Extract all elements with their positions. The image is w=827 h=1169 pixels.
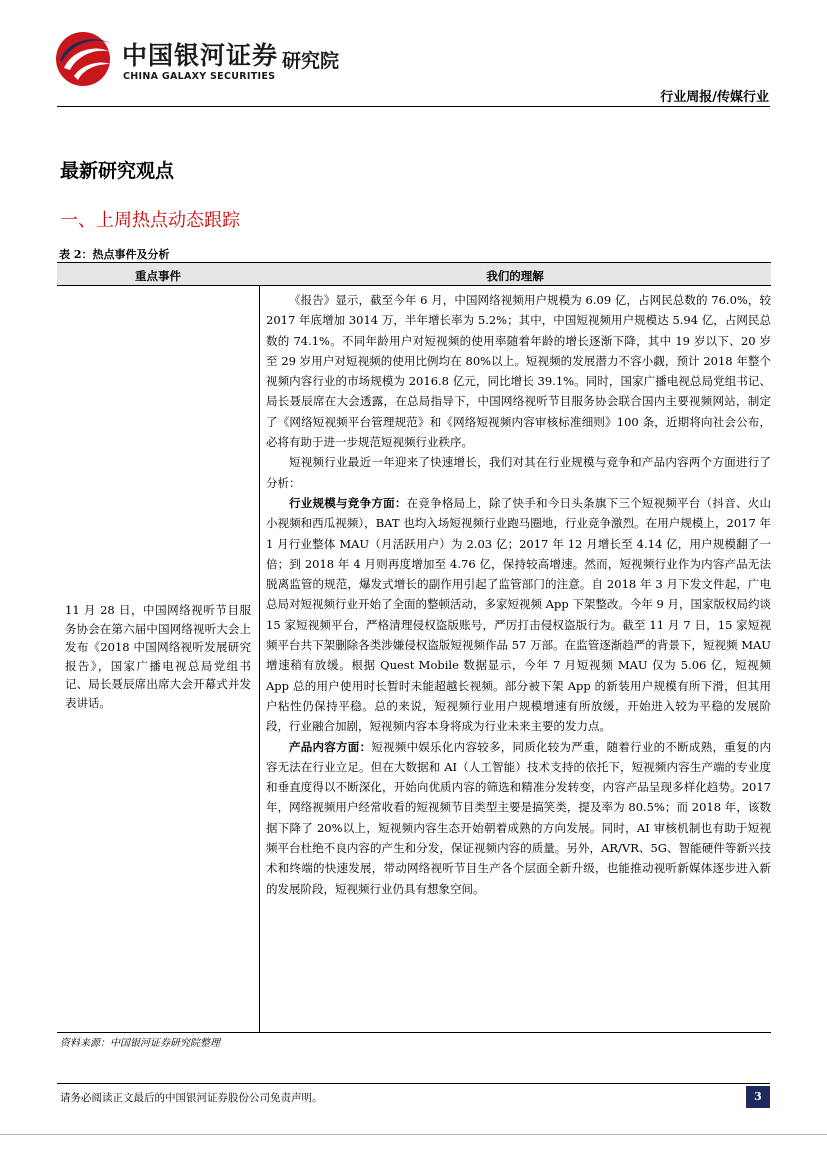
data-source-note: 资料来源：中国银河证券研究院整理: [60, 1038, 220, 1049]
analysis-cell: [266, 286, 771, 899]
paragraph-body: 短视频中娱乐化内容较多，同质化较为严重，随着行业的不断成熟，重复的内容无法在行业立足。但在大数据和 AI（人工智能）技术支持的依托下，短视频内容生产端的专业度和垂直度得以不断深化，开始向优质内容的筛选和精准分发转变，内容产品呈现多样化趋势。2017 年，网络视频用户经常收看的短视频节目类型主要是搞笑类，提及率为 80.5%；而 2018 年，该数据下降了 20%以上，短视频内容生态开始朝着成熟的方向发展。同时，AI 审核机制也有助于短视频平台杜绝不良内容的产生和分发，保证视频内容的质量。另外，AR/VR、5G、智能硬件等新兴技术和终端的快速发展，带动网络视听节目生产各个层面全新升级，也能推动视听新媒体逐步进入新的发展阶段，短视频行业仍具有想象空间。: [266, 739, 772, 896]
company-name-en: CHINA GALAXY SECURITIES: [123, 71, 276, 82]
galaxy-logo-icon: [54, 30, 116, 88]
analysis-paragraph: [266, 493, 771, 737]
column-header-analysis: 我们的理解: [486, 269, 544, 283]
page-number: 3: [746, 1086, 770, 1108]
analysis-paragraph: 《报告》显示，截至今年 6 月，中国网络视频用户规模为 6.09 亿，占网民总数的 76.0%，较 2017 年底增加 3014 万，半年增长率为 5.2%；其中，中国短视频用户规模达 5.94 亿，占网民总数的 74.1%。不同年龄用户对短视频的使用率随着年龄的增长逐渐下降，其中 19 岁以下、20 岁至 29 岁用户对短视频的使用比例均在 80%以上。短视频的发展潜力不容小觑，预计 2018 年整个视频内容行业的市场规模为 2016.8 亿元，同比增长 39.1%。同时，国家广播电视总局党组书记、局长聂辰席在大会透露，在总局指导下，中国网络视听节目服务协会联合国内主要视频网站，制定了《网络短视频平台管理规范》和《网络短视频内容审核标准细则》100 条，近期将向社会公布，必将有助于进一步规范短视频行业秩序。: [266, 293, 771, 450]
institute-label: 研究院: [282, 50, 340, 72]
header-divider: [57, 106, 770, 107]
report-type: 行业周报/传媒行业: [660, 90, 769, 105]
hot-events-table: [57, 262, 771, 1033]
table-header-row: [57, 262, 771, 286]
table-caption: 表 2：热点事件及分析: [59, 248, 170, 261]
analysis-paragraph: [266, 737, 771, 899]
event-cell: 11 月 28 日，中国网络视听节目服务协会在第六届中国网络视听大会上发布《2018 中国网络视听发展研究报告》，国家广播电视总局党组书记、局长聂辰席出席大会开幕式并发表讲话。: [65, 603, 251, 710]
column-header-event: 重点事件: [135, 269, 181, 283]
paragraph-body: 在竞争格局上，除了快手和今日头条旗下三个短视频平台（抖音、火山小视频和西瓜视频），BAT 也均入场短视频行业跑马圈地，行业竞争激烈。在用户规模上，2017 年 1 月行业整体 MAU（月活跃用户）为 2.03 亿；2017 年 12 月增长至 4.14 亿，用户规模翻了一倍；到 2018 年 4 月则再度增加至 4.76 亿，保持较高增速。然而，短视频行业作为内容产品无法脱离监管的规范，爆发式增长的副作用引起了监管部门的注意。自 2018 年 3 月下发文件起，广电总局对短视频行业开始了全面的整顿活动，多家短视频 App 下架整改。今年 9 月，国家版权局约谈 15 家短视频平台，严格清理侵权盗版账号，严厉打击侵权盗版行为。截至 11 月 7 日，15 家短视频平台共下架删除各类涉嫌侵权盗版短视频作品 57 万部。在监管逐渐趋严的背景下，短视频 MAU 增速稍有放缓。根据 Quest Mobile 数据显示，今年 7 月短视频 MAU 仅为 5.06 亿，短视频 App 总的用户使用时长暂时未能超越长视频。部分被下架 App 的新装用户规模有所下滑，但其用户粘性仍保持平稳。总的来说，短视频行业用户规模增速有所放缓，开始进入较为平稳的发展阶段，行业融合加剧，短视频内容本身将成为行业未来主要的发力点。: [266, 495, 771, 734]
company-name-cn: 中国银河证券: [122, 41, 279, 70]
footer-divider: [57, 1083, 770, 1084]
analysis-paragraph: 短视频行业最近一年迎来了快速增长，我们对其在行业规模与竞争和产品内容两个方面进行了分析：: [266, 455, 771, 490]
company-logo: [54, 30, 374, 88]
section-title: 最新研究观点: [60, 160, 175, 182]
page-bottom-divider: [0, 1134, 827, 1135]
paragraph-lead: 产品内容方面：: [289, 739, 372, 754]
table-row: [57, 286, 771, 1033]
paragraph-lead: 行业规模与竞争方面：: [289, 495, 407, 510]
column-divider: [259, 286, 260, 1032]
footer-disclaimer: 请务必阅读正文最后的中国银河证券股份公司免责声明。: [60, 1092, 323, 1104]
subsection-title: 一、上周热点动态跟踪: [60, 210, 240, 231]
